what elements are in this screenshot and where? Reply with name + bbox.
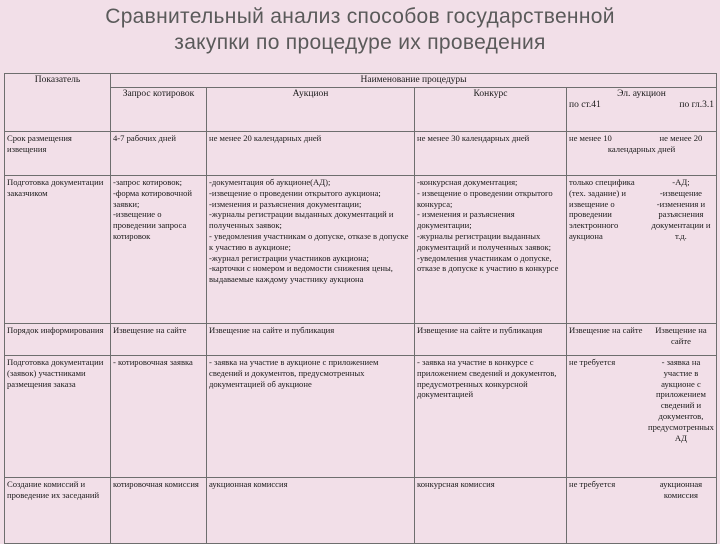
cell-el-auction-art41 [569, 357, 644, 443]
cell-line: Извещение на сайте [655, 325, 707, 346]
header-el-auction [567, 88, 717, 132]
cell-quotes [111, 324, 207, 356]
cell-auction [207, 324, 415, 356]
cell-line: - заявка на участие в конкурсе с приложением сведений и документов, предусмотренных конкурсной документацией [417, 357, 557, 400]
cell-el-auction [567, 132, 717, 176]
cell-tender [415, 324, 567, 356]
cell-auction [207, 176, 415, 324]
cell-auction [207, 132, 415, 176]
cell-el-auction-art41 [569, 479, 644, 501]
cell-indicator: Создание комиссий и проведение их заседаний [5, 478, 111, 544]
slide-title [0, 4, 720, 56]
cell-quotes [111, 478, 207, 544]
cell-line: Извещение на сайте [569, 325, 643, 335]
cell-el-auction-note: календарных дней [607, 143, 676, 154]
cell-line: не менее 10 [569, 133, 612, 143]
cell-quotes [111, 132, 207, 176]
cell-quotes [111, 176, 207, 324]
cell-line: Извещение на сайте [113, 325, 187, 335]
cell-indicator: Подготовка документации заказчиком [5, 176, 111, 324]
header-procedure-name: Наименование процедуры [111, 74, 717, 88]
slide-title-line-1: Сравнительный анализ способов государственной [105, 5, 615, 28]
header-el-auction-title: Эл. аукцион [617, 89, 666, 99]
cell-line: -извещение о проведении запроса котировок [113, 209, 187, 241]
cell-el-auction [567, 324, 717, 356]
cell-line: -извещение о проведении открытого аукциона; [209, 187, 381, 198]
cell-tender [415, 478, 567, 544]
cell-line: -уведомления участникам о допуске, отказе в допуске к участию в конкурсе [417, 252, 559, 274]
cell-el-auction-ch31 [648, 357, 714, 443]
header-quotes: Запрос котировок [111, 88, 207, 132]
cell-auction [207, 478, 415, 544]
cell-indicator: Порядок информирования [5, 324, 111, 356]
cell-line: -АД; [672, 177, 690, 187]
cell-el-auction-ch31 [648, 479, 714, 501]
cell-line: -форма котировочной заявки; [113, 187, 192, 209]
cell-line: - уведомления участникам о допуске, отказе в допуске к участию в аукционе; [209, 230, 409, 252]
cell-line: Извещение на сайте и публикация [417, 325, 543, 335]
cell-line: -журналы регистрации выданных документаций и полученных заявок; [417, 230, 552, 252]
cell-line: -журналы регистрации выданных документаций и полученных заявок; [209, 209, 394, 231]
cell-line: - извещение о проведении открытого конкурса; [417, 187, 553, 209]
cell-line: Извещение на сайте и публикация [209, 325, 335, 335]
cell-line: -документация об аукционе(АД); [209, 177, 331, 187]
cell-line: котировочная комиссия [113, 479, 199, 489]
table-row [5, 176, 717, 324]
cell-tender [415, 176, 567, 324]
header-el-auction-ch31: по гл.3.1 [679, 99, 715, 110]
header-el-auction-art41: по ст.41 [569, 99, 601, 110]
cell-el-auction [567, 176, 717, 324]
cell-el-auction-art41 [569, 133, 644, 144]
cell-line: только специфика [569, 177, 635, 187]
cell-el-auction-ch31 [648, 325, 714, 347]
cell-el-auction-ch31 [648, 133, 714, 144]
comparison-table [4, 73, 717, 544]
cell-auction [207, 356, 415, 478]
cell-line: -изменения и разъяснения документации; [209, 198, 362, 209]
cell-line: -конкурсная документация; [417, 177, 518, 187]
cell-el-auction-art41 [569, 177, 644, 242]
cell-el-auction-art41 [569, 325, 644, 347]
cell-indicator: Подготовка документации (заявок) участниками размещения заказа [5, 356, 111, 478]
cell-line: не менее 20 [659, 133, 703, 143]
cell-line: -журнал регистрации участников аукциона; [209, 252, 369, 263]
cell-line: конкурсная комиссия [417, 479, 495, 489]
cell-line: - котировочная заявка [113, 357, 193, 367]
cell-tender [415, 132, 567, 176]
cell-line: -запрос котировок; [113, 177, 183, 187]
cell-line: 4-7 рабочих дней [113, 133, 176, 143]
comparison-table-body [5, 132, 717, 544]
cell-line: - заявка на участие в аукционе с приложением сведений и документов, предусмотренных документацией об аукционе [209, 357, 379, 389]
cell-el-auction [567, 356, 717, 478]
cell-indicator: Срок размещения извещения [5, 132, 111, 176]
cell-line: (тех. задание) и извещение о проведении электронного аукциона [569, 187, 626, 241]
table-row [5, 356, 717, 478]
cell-line: -извещение [659, 187, 702, 198]
cell-line: - заявка на участие в аукционе с приложением сведений и документов, предусмотренных АД [647, 357, 714, 443]
cell-line: аукционная комиссия [659, 479, 703, 500]
cell-line: не менее 20 календарных дней [209, 133, 322, 143]
slide-title-line-2: закупки по процедуре их проведения [174, 31, 546, 54]
header-auction: Аукцион [207, 88, 415, 132]
table-row [5, 132, 717, 176]
cell-line: не менее 30 календарных дней [417, 133, 530, 143]
cell-line: аукционная комиссия [209, 479, 288, 489]
cell-line: не требуется [569, 357, 616, 367]
cell-line: -изменения и разъяснения документации и т.д. [651, 198, 711, 241]
cell-el-auction [567, 478, 717, 544]
cell-el-auction-ch31 [648, 177, 714, 242]
cell-quotes [111, 356, 207, 478]
header-indicator: Показатель [5, 74, 111, 132]
cell-tender [415, 356, 567, 478]
cell-line: не требуется [569, 479, 616, 489]
cell-line: -карточки с номером и ведомости снижения цены, выдаваемые каждому участнику аукциона [209, 263, 393, 285]
header-tender: Конкурс [415, 88, 567, 132]
table-row [5, 324, 717, 356]
table-row [5, 478, 717, 544]
cell-line: - изменения и разъяснения документации; [417, 209, 515, 231]
